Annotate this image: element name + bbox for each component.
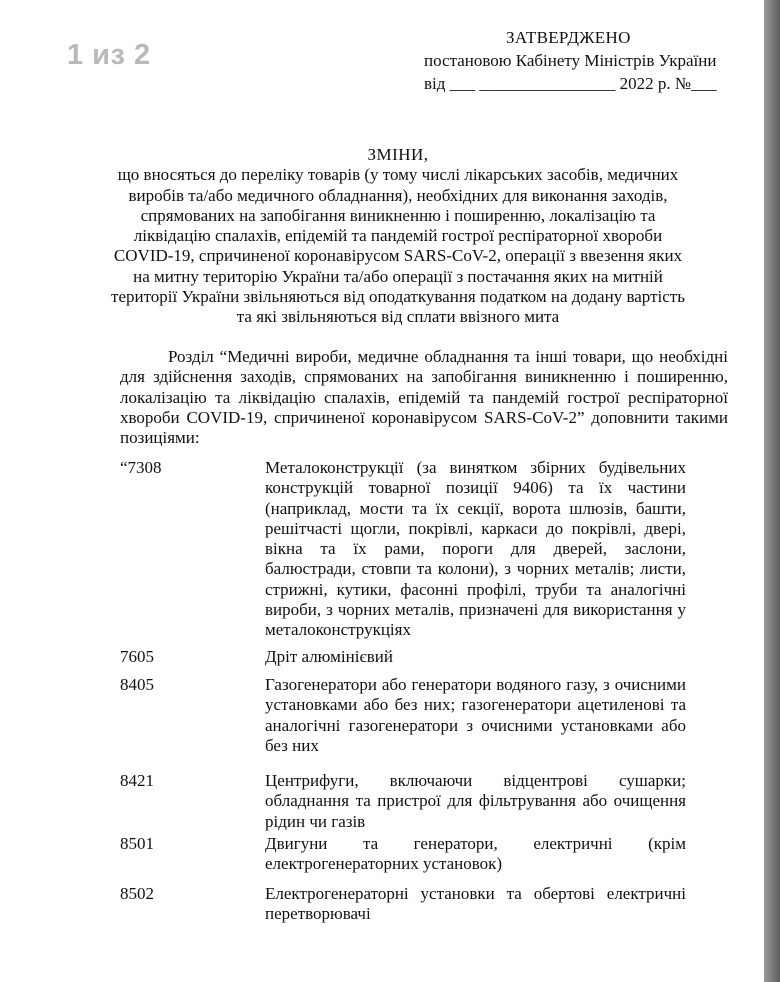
- position-code: 8501: [120, 834, 154, 853]
- approval-stamp: [424, 26, 734, 95]
- heading-line: та які звільняються від сплати ввізного мита: [236, 307, 560, 327]
- page-indicator: 1 из 2: [67, 39, 151, 71]
- position-row: [120, 834, 728, 884]
- position-row: [120, 884, 728, 928]
- heading-line: ліквідацію спалахів, епідемій та пандемій гострої респіраторної хвороби: [133, 226, 663, 246]
- position-description: Центрифуги, включаючи відцентрові сушарки; обладнання та пристрої для фільтрування або очищення рідин чи газів: [265, 771, 686, 831]
- document-heading: [108, 145, 688, 328]
- position-code: “7308: [120, 458, 162, 477]
- position-code: 8421: [120, 771, 154, 790]
- position-code: 8405: [120, 675, 154, 694]
- heading-line: що вносяться до переліку товарів (у тому числі лікарських засобів, медичних: [117, 165, 679, 185]
- heading-line: на митну територію України та/або операції з постачання яких на митній: [133, 266, 663, 286]
- position-code: 8502: [120, 884, 154, 903]
- heading-line: COVID-19, спричиненої коронавірусом SARS-CoV-2, операції з ввезення яких: [113, 246, 683, 266]
- position-row: [120, 647, 728, 675]
- heading-title: ЗМІНИ,: [367, 145, 429, 164]
- heading-line: території України звільняються від оподаткування податком на додану вартість: [111, 287, 685, 307]
- positions-list: [120, 458, 728, 928]
- heading-line: виробів та/або медичного обладнання), необхідних для виконання заходів,: [128, 185, 668, 205]
- position-description: Дріт алюмінієвий: [265, 647, 393, 666]
- approval-line: від ___ ________________ 2022 р. №___: [424, 74, 717, 93]
- position-row: [120, 771, 728, 834]
- position-row: [120, 675, 728, 771]
- position-description: Металоконструкції (за винятком збірних будівельних конструкцій товарної позиції 9406) та їх частини (наприклад, мости та їх секції, ворота шлюзів, башти, решітчасті щогли, покрівлі, каркаси до покрівлі, двері, вікна та їх рами, пороги для дверей, заслони, балюстради, стовпи та колони), з чорних металів; листи, стрижні, кутики, фасонні профілі, труби та аналогічні вироби, з чорних металів, призначені для використання у металоконструкціях: [265, 458, 686, 640]
- heading-line: спрямованих на запобігання виникненню і поширенню, локалізацію та: [140, 205, 656, 225]
- position-description: Двигуни та генератори, електричні (крім електрогенераторних установок): [265, 834, 686, 874]
- approval-title: ЗАТВЕРДЖЕНО: [506, 28, 631, 47]
- approval-line: постановою Кабінету Міністрів України: [424, 51, 717, 70]
- position-description: Електрогенераторні установки та обертові електричні перетворювачі: [265, 884, 686, 924]
- viewer-background: [764, 0, 780, 982]
- position-row: [120, 458, 728, 647]
- intro-paragraph: Розділ “Медичні вироби, медичне обладнання та інші товари, що необхідні для здійснення заходів, спрямованих на запобігання виникненню і поширенню, локалізацію та ліквідацію спалахів, епідемій та пандемій гострої респіраторної хвороби COVID-19, спричиненої коронавірусом SARS-CoV-2” доповнити такими позиціями:: [120, 347, 728, 448]
- position-description: Газогенератори або генератори водяного газу, з очисними установками або без них; газогенератори ацетиленові та аналогічні газогенератори з очисними установками або без них: [265, 675, 686, 755]
- position-code: 7605: [120, 647, 154, 666]
